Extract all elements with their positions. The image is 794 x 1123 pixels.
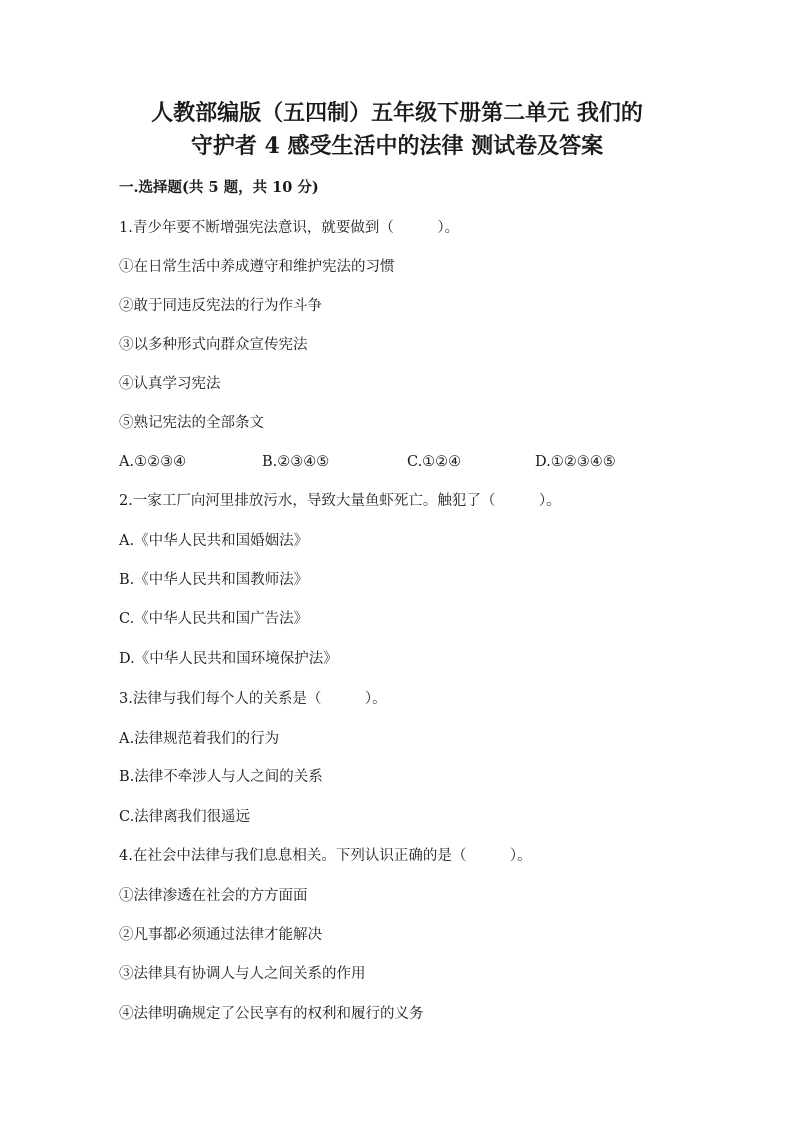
question-4-item-2: ②凡事都必须通过法律才能解决	[119, 927, 322, 943]
question-1-option-a[interactable]: A.①②③④	[119, 454, 187, 470]
question-1-option-b[interactable]: B.②③④⑤	[262, 454, 330, 470]
question-1-item-1: ①在日常生活中养成遵守和维护宪法的习惯	[119, 259, 395, 275]
question-1-item-2: ②敢于同违反宪法的行为作斗争	[119, 298, 322, 314]
question-1-item-5: ⑤熟记宪法的全部条文	[119, 415, 264, 431]
section-heading: 一.选择题(共 5 题，共 10 分)	[119, 179, 319, 196]
question-1-item-4: ④认真学习宪法	[119, 376, 221, 392]
question-3-stem: 3.法律与我们每个人的关系是（ ）。	[119, 691, 387, 707]
question-4-item-1: ①法律渗透在社会的方方面面	[119, 888, 308, 904]
question-2-option-b[interactable]: B.《中华人民共和国教师法》	[119, 572, 309, 588]
question-1-options	[119, 452, 719, 472]
question-1-item-3: ③以多种形式向群众宣传宪法	[119, 337, 308, 353]
question-1-option-c[interactable]: C.①②④	[407, 454, 462, 470]
page-title-line-2: 守护者 4 感受生活中的法律 测试卷及答案	[190, 133, 604, 159]
question-1-stem: 1.青少年要不断增强宪法意识，就要做到（ ）。	[119, 220, 460, 236]
question-2-option-c[interactable]: C.《中华人民共和国广告法》	[119, 611, 309, 627]
question-4-stem: 4.在社会中法律与我们息息相关。下列认识正确的是（ ）。	[119, 848, 532, 864]
question-2-option-d[interactable]: D.《中华人民共和国环境保护法》	[119, 651, 338, 667]
question-2-option-a[interactable]: A.《中华人民共和国婚姻法》	[119, 533, 309, 549]
question-4-item-4: ④法律明确规定了公民享有的权利和履行的义务	[119, 1006, 424, 1022]
page-title-line-1: 人教部编版（五四制）五年级下册第二单元 我们的	[151, 100, 643, 126]
question-4-item-3: ③法律具有协调人与人之间关系的作用	[119, 966, 366, 982]
question-3-option-a[interactable]: A.法律规范着我们的行为	[119, 731, 280, 747]
question-3-option-b[interactable]: B.法律不牵涉人与人之间的关系	[119, 769, 323, 785]
question-1-option-d[interactable]: D.①②③④⑤	[535, 454, 616, 470]
question-2-stem: 2.一家工厂向河里排放污水，导致大量鱼虾死亡。触犯了（ ）。	[119, 493, 561, 509]
question-3-option-c[interactable]: C.法律离我们很遥远	[119, 809, 251, 825]
